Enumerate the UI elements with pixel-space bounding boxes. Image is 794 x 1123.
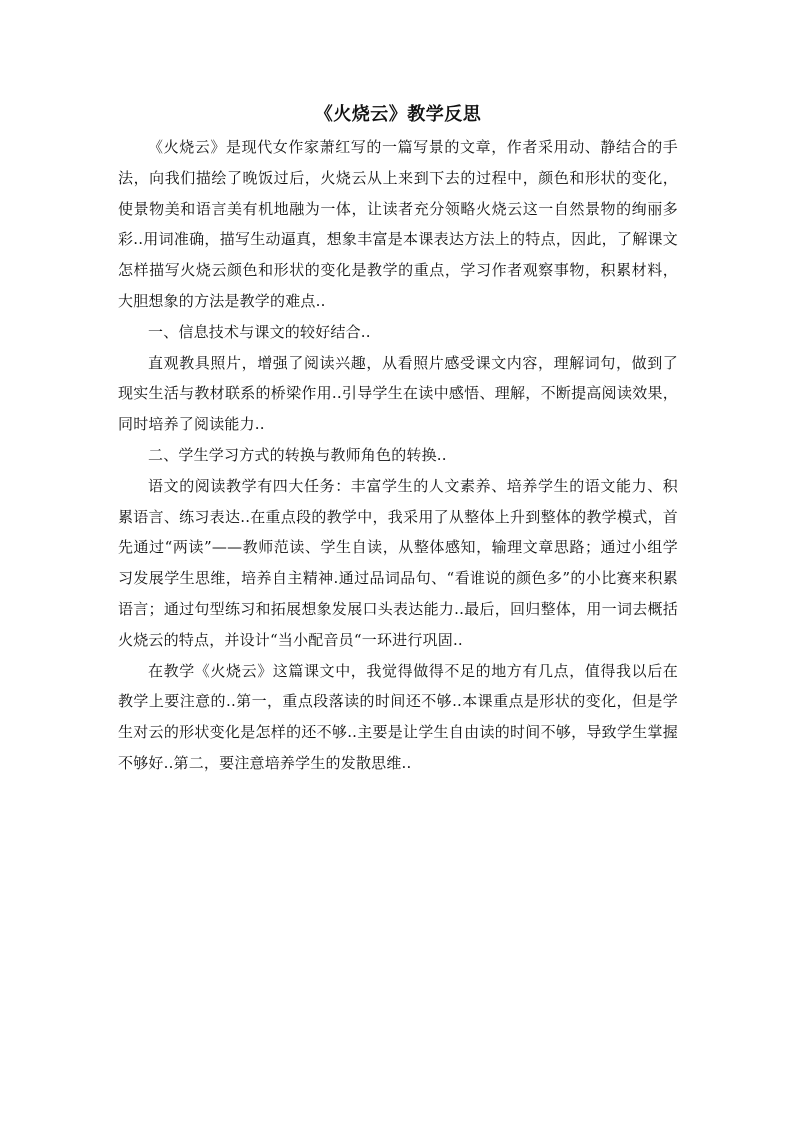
section-heading-1: 一、信息技术与课文的较好结合.. — [148, 322, 371, 341]
paragraph-section-2: 语文的阅读教学有四大任务：丰富学生的人文素养、培养学生的语文能力、积累语言、练习表达..在重点段的教学中，我采用了从整体上升到整体的教学模式，首先通过“两读”——教师范读、学生自读，从整体感知，输理文章思路；通过小组学习发展学生思维，培养自主精神.通过品词品句、“看谁说的颜色多”的小比赛来积累语言；通过句型练习和拓展想象发展口头表达能力..最后，回归整体，用一词去概括火烧云的特点，并设计“当小配音员“一环进行巩固.. — [118, 476, 678, 649]
paragraph-section-1: 直观教具照片，增强了阅读兴趣，从看照片感受课文内容，理解词句，做到了现实生活与教材联系的桥梁作用..引导学生在读中感悟、理解，不断提高阅读效果，同时培养了阅读能力.. — [118, 353, 678, 434]
document-title: 《火烧云》教学反思 — [314, 104, 482, 125]
document-page — [118, 100, 678, 779]
section-heading-2: 二、学生学习方式的转换与教师角色的转换.. — [148, 445, 447, 464]
paragraph-intro: 《火烧云》是现代女作家萧红写的一篇写景的文章，作者采用动、静结合的手法，向我们描绘了晚饭过后，火烧云从上来到下去的过程中，颜色和形状的变化，使景物美和语言美有机地融为一体，让读者充分领略火烧云这一自然景物的绚丽多彩..用词准确，描写生动逼真，想象丰富是本课表达方法上的特点，因此，了解课文怎样描写火烧云颜色和形状的变化是教学的重点，学习作者观察事物，积累材料，大胆想象的方法是教学的难点.. — [118, 138, 678, 310]
paragraph-reflection: 在教学《火烧云》这篇课文中，我觉得做得不足的地方有几点，值得我以后在教学上要注意的..第一，重点段落读的时间还不够..本课重点是形状的变化，但是学生对云的形状变化是怎样的还不够..主要是让学生自由读的时间不够，导致学生掌握不够好..第二，要注意培养学生的发散思维.. — [118, 661, 678, 772]
